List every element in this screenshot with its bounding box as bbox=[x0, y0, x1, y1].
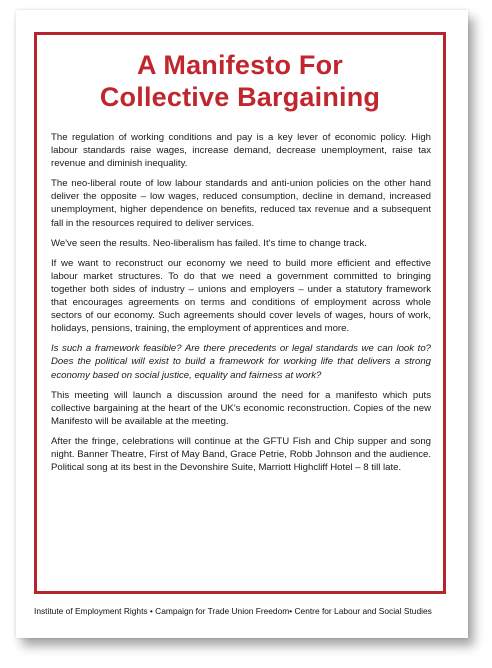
paragraph-2: The neo-liberal route of low labour standards and anti-union policies on the other hand deliver the opposite – low wages, reduced consumption, decline in demand, increased unemployment, higher dependence on benefits, reduced tax revenue and a subsequent fall in the resources required to deliver services. bbox=[51, 178, 431, 229]
paragraph-7: After the fringe, celebrations will continue at the GFTU Fish and Chip supper and song night. Banner Theatre, First of May Band, Grace Petrie, Robb Johnson and the audience. Political song at its best in the Devonshire Suite, Marriott Highcliff Hotel – 8 till late. bbox=[51, 435, 431, 474]
paragraph-5-questions: Is such a framework feasible? Are there precedents or legal standards we can look to? Does the political will exist to build a framework for working life that delivers a strong economy based on social justice, equality and fairness at work? bbox=[51, 343, 431, 381]
paragraph-6: This meeting will launch a discussion around the need for a manifesto which puts collective bargaining at the heart of the UK's economic reconstruction. Copies of the new Manifesto will be available at the meeting. bbox=[51, 389, 431, 427]
leaflet-body bbox=[51, 131, 431, 481]
leaflet-title bbox=[37, 49, 443, 113]
red-border-frame bbox=[34, 32, 446, 594]
paragraph-4: If we want to reconstruct our economy we need to build more efficient and effective labour market structures. To do that we need a government committed to bringing together both sides of industry – unions and employers – under a statutory framework that encourages agreements on terms and conditions of employment across whole sectors of our economy. Such agreements should cover levels of wages, hours of work, holidays, pensions, training, the employment of apprentices and more. bbox=[51, 257, 431, 335]
paragraph-3: We've seen the results. Neo-liberalism has failed. It's time to change track. bbox=[51, 237, 367, 249]
title-line-1: A Manifesto For bbox=[136, 50, 343, 80]
organisations-footer: Institute of Employment Rights • Campaign for Trade Union Freedom• Centre for Labour and Social Studies bbox=[34, 606, 432, 616]
paragraph-1: The regulation of working conditions and pay is a key lever of economic policy. High labour standards raise wages, increase demand, decrease unemployment, raise tax revenue and diminish inequality. bbox=[51, 132, 431, 170]
title-line-2: Collective Bargaining bbox=[99, 82, 381, 112]
leaflet-page bbox=[16, 10, 468, 638]
